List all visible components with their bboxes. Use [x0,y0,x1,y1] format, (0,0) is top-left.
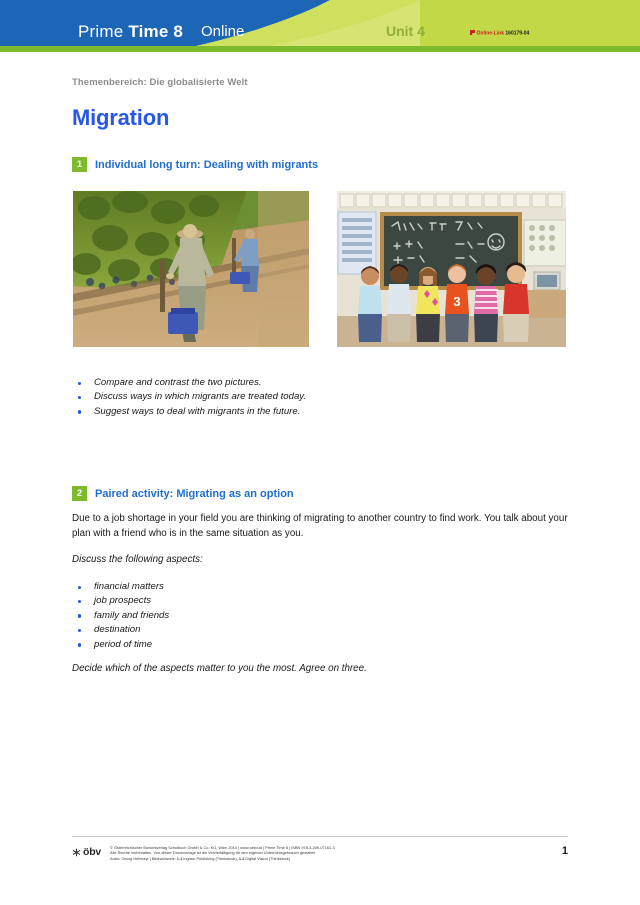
list-item: job prospects [72,594,169,608]
publisher-logo-text: öbv [83,846,102,858]
footer-line-3-mid: Ingram Publishing (Thinkstock), [182,855,239,861]
brand-title [78,22,183,42]
topic-line: Themenbereich: Die globalisierte Welt [72,77,248,88]
flower-mark-icon [72,848,81,857]
brand-bold: Time 8 [128,22,184,41]
task-2-bullet-list [72,580,169,652]
svg-text:3: 3 [453,294,461,309]
task-1-heading [72,157,318,172]
online-link-flag-icon [470,30,475,35]
image-credit-ref-1: 1.1 [176,855,183,861]
list-item: period of time [72,638,169,652]
task-1-bullet-list [72,376,306,419]
task-2-discuss-line: Discuss the following aspects: [72,554,203,565]
online-label: Online [201,23,245,40]
list-item: financial matters [72,580,169,594]
online-link[interactable] [470,30,529,37]
task-2-heading [72,486,294,501]
footer-line-3 [110,856,530,861]
footer-imprint [110,845,530,861]
footer-line-2: Alle Rechte vorbehalten. Von dieser Druckvorlage ist die Vervielfältigung für den eigenen Unterrichtsgebrauch gestattet. [110,850,316,856]
page-header [0,0,640,52]
page-number: 1 [561,845,568,857]
footer-line-1: © Österreichischer Bundesverlag Schulbuch GmbH & Co. KG, Wien 2014 | www.oebv.at | Prime Time 8 | ISBN 978-3-209-07161-3 [110,845,335,850]
online-link-code: 160179-04 [505,30,530,37]
footer-divider [72,836,568,837]
publisher-logo [72,846,101,858]
brand-prefix: Prime [78,22,129,41]
list-item: destination [72,623,169,637]
task-2-label: Paired activity: Migrating as an option [95,487,294,500]
footer-line-3-suffix: Digital Vision (Thinkstock) [244,855,291,861]
task-2-number: 2 [72,486,87,501]
task-1-label: Individual long turn: Dealing with migrants [95,158,319,171]
list-item: Suggest ways to deal with migrants in the future. [72,405,306,419]
list-item: family and friends [72,609,169,623]
footer-line-3-prefix: Autor: Georg Hellmayr | Bildnachweis: [110,855,177,861]
classroom-children-photo [336,190,567,348]
unit-label: Unit 4 [386,23,425,39]
vineyard-workers-photo [72,190,310,348]
task-2-closing-line: Decide which of the aspects matter to you the most. Agree on three. [72,663,367,674]
page-title: Migration [72,105,170,130]
list-item: Compare and contrast the two pictures. [72,376,306,390]
image-credit-ref-2: 1.2 [238,855,245,861]
online-link-label: Online-Link [476,30,504,37]
list-item: Discuss ways in which migrants are treated today. [72,390,306,404]
task-1-number: 1 [72,157,87,172]
task-2-intro-paragraph: Due to a job shortage in your field you are thinking of migrating to another country to find work. You talk about your plan with a friend who is in the same situation as you. [72,513,568,539]
